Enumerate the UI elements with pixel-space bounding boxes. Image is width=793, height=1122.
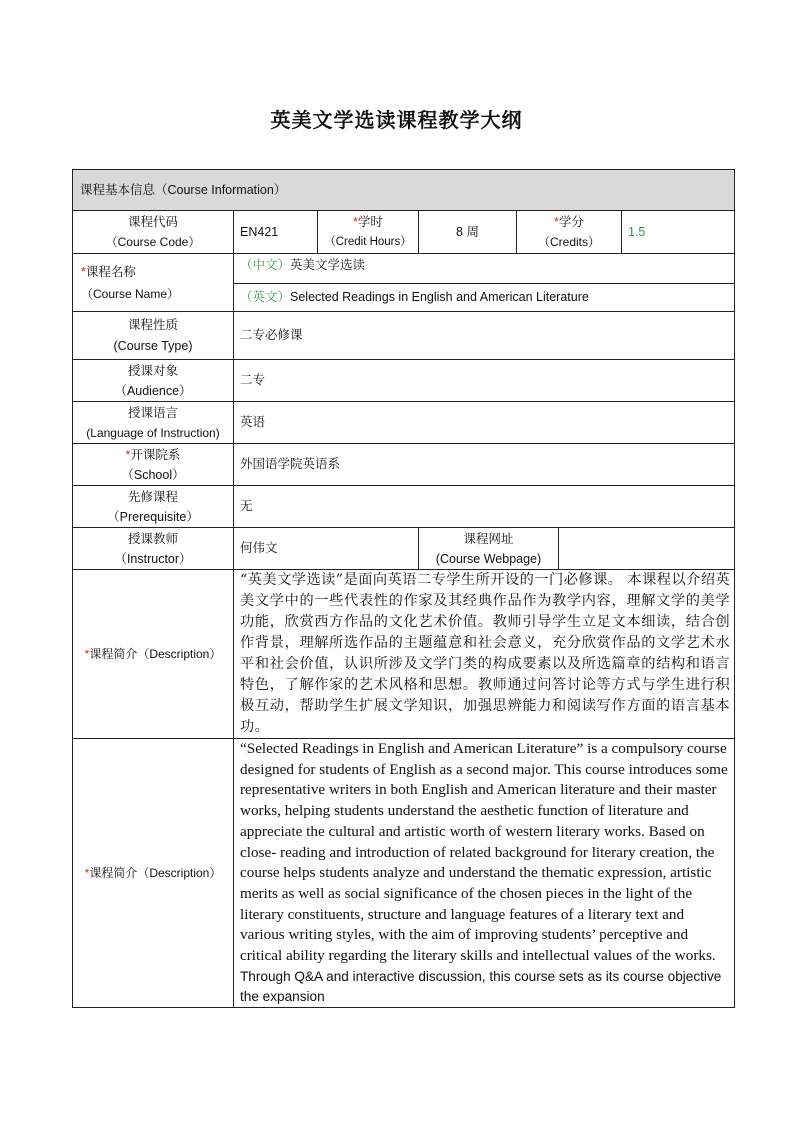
course-name-label-cn: 课程名称 [85,264,136,279]
language-label-cn: 授课语言 [127,405,178,420]
course-code-label [73,211,233,253]
audience-value [234,360,734,401]
prerequisite-label-cn: 先修课程 [127,489,178,504]
audience-text: 二专 [240,373,266,387]
description-cn-label-text: 课程简介（Description） [89,646,222,661]
section-header-label: 课程基本信息（Course Information） [80,182,287,197]
required-mark: * [84,646,90,661]
webpage-value[interactable] [559,528,734,569]
required-mark: * [125,447,131,462]
cn-tag: （中文） [240,258,291,272]
course-name-cn: 英美文学选读 [290,258,366,272]
audience-label-cn: 授课对象 [127,363,178,378]
audience-label-en: （Audience） [114,383,192,398]
description-en-body: “Selected Readings in English and American Literature” is a compulsory course designed for students of English as a second major. This course introduces some representative writers in both English and American literature and their master works, helping students understand the aesthetic function of literature and appreciate the cultural and artistic worth of western literary works. Based on close- reading and introduction of related background for literary creation, the course helps students analyze and understand the thematic expression, artistic merits as well as social significance of the chosen pieces in the light of the literary constituents, structure and language features of a literary text and various writing styles, with the aim of improving students’ perceptive and critical ability regarding the literary skills and intellectual values of the works. [240,740,728,965]
prerequisite-value [234,486,734,527]
language-value [234,402,734,443]
credits-label [517,211,621,253]
description-en-label [73,739,233,1007]
webpage-label [419,528,558,569]
instructor-label [73,528,233,569]
language-label [73,402,233,443]
school-label [73,444,233,485]
credit-hours-label [318,211,418,253]
description-en-text [240,739,730,1008]
page-title: 英美文学选读课程教学大纲 [270,108,523,132]
credits-value [622,211,734,253]
instructor-label-cn: 授课教师 [127,531,178,546]
course-type-label-en: (Course Type) [113,338,193,353]
prerequisite-label-en: （Prerequisite） [107,509,199,524]
school-text: 外国语学院英语系 [240,457,341,471]
instructor-value [234,528,418,569]
required-mark: * [353,215,358,229]
description-cn-label [73,570,233,738]
section-header [73,170,733,210]
course-name-label-en: （Course Name） [81,286,180,301]
credit-hours-label-en: （Credit Hours） [324,236,412,248]
course-type-text: 二专必修课 [240,328,303,342]
required-mark: * [84,865,90,880]
instructor-text: 何伟文 [240,541,278,555]
webpage-label-cn: 课程网址 [463,531,514,546]
instructor-label-en: （Instructor） [114,551,192,566]
credits-text: 1.5 [628,224,646,239]
language-label-en: (Language of Instruction) [86,425,220,440]
description-cn-text: “英美文学选读”是面向英语二专学生所开设的一门必修课。 本课程以介绍英美文学中的一些代表性的作家及其经典作品作为教学内容，理解文学的美学功能，欣赏西方作品的文化艺术价值。教师引导学生立足文本细读，结合创作背景，理解所选作品的主题蕴意和社会意义，充分欣赏作品的文学艺术水平和社会价值，认识所涉及文学门类的构成要素以及所选篇章的结构和语言特色，了解作家的艺术风格和思想。教师通过问答讨论等方式与学生进行积极互动，帮助学生扩展文学知识，加强思辨能力和阅读写作方面的语言基本功。 [240,572,730,735]
credit-hours-label-cn: 学时 [357,215,383,229]
course-type-label-cn: 课程性质 [127,317,178,332]
course-type-value [234,312,734,359]
course-type-label [73,312,233,359]
course-code-label-en: （Course Code） [105,235,201,249]
description-en-tail: Through Q&A and interactive discussion, this course sets as its course objective the expansion [240,968,722,1005]
credits-label-cn: 学分 [558,215,584,229]
language-text: 英语 [240,415,266,429]
course-name-cn-row [234,254,734,283]
school-value [234,444,734,485]
prerequisite-label [73,486,233,527]
course-code-label-cn: 课程代码 [127,215,178,229]
description-en-label-text: 课程简介（Description） [89,865,222,880]
course-code-text: EN421 [240,224,279,239]
en-tag: （英文） [240,290,291,304]
audience-label [73,360,233,401]
credit-hours-value [419,211,516,253]
school-label-en: （School） [121,467,185,482]
required-mark: * [554,215,559,229]
school-label-cn: 开课院系 [130,447,181,462]
required-mark: * [81,264,86,279]
prerequisite-text: 无 [240,499,253,513]
credits-label-en: （Credits） [537,235,600,249]
credit-hours-text: 8 周 [456,224,479,239]
course-name-en-row [234,284,734,311]
webpage-label-en: (Course Webpage) [435,551,542,566]
course-code-value [234,211,317,253]
course-name-en: Selected Readings in English and American Literature [290,290,589,304]
course-name-label [73,254,233,311]
